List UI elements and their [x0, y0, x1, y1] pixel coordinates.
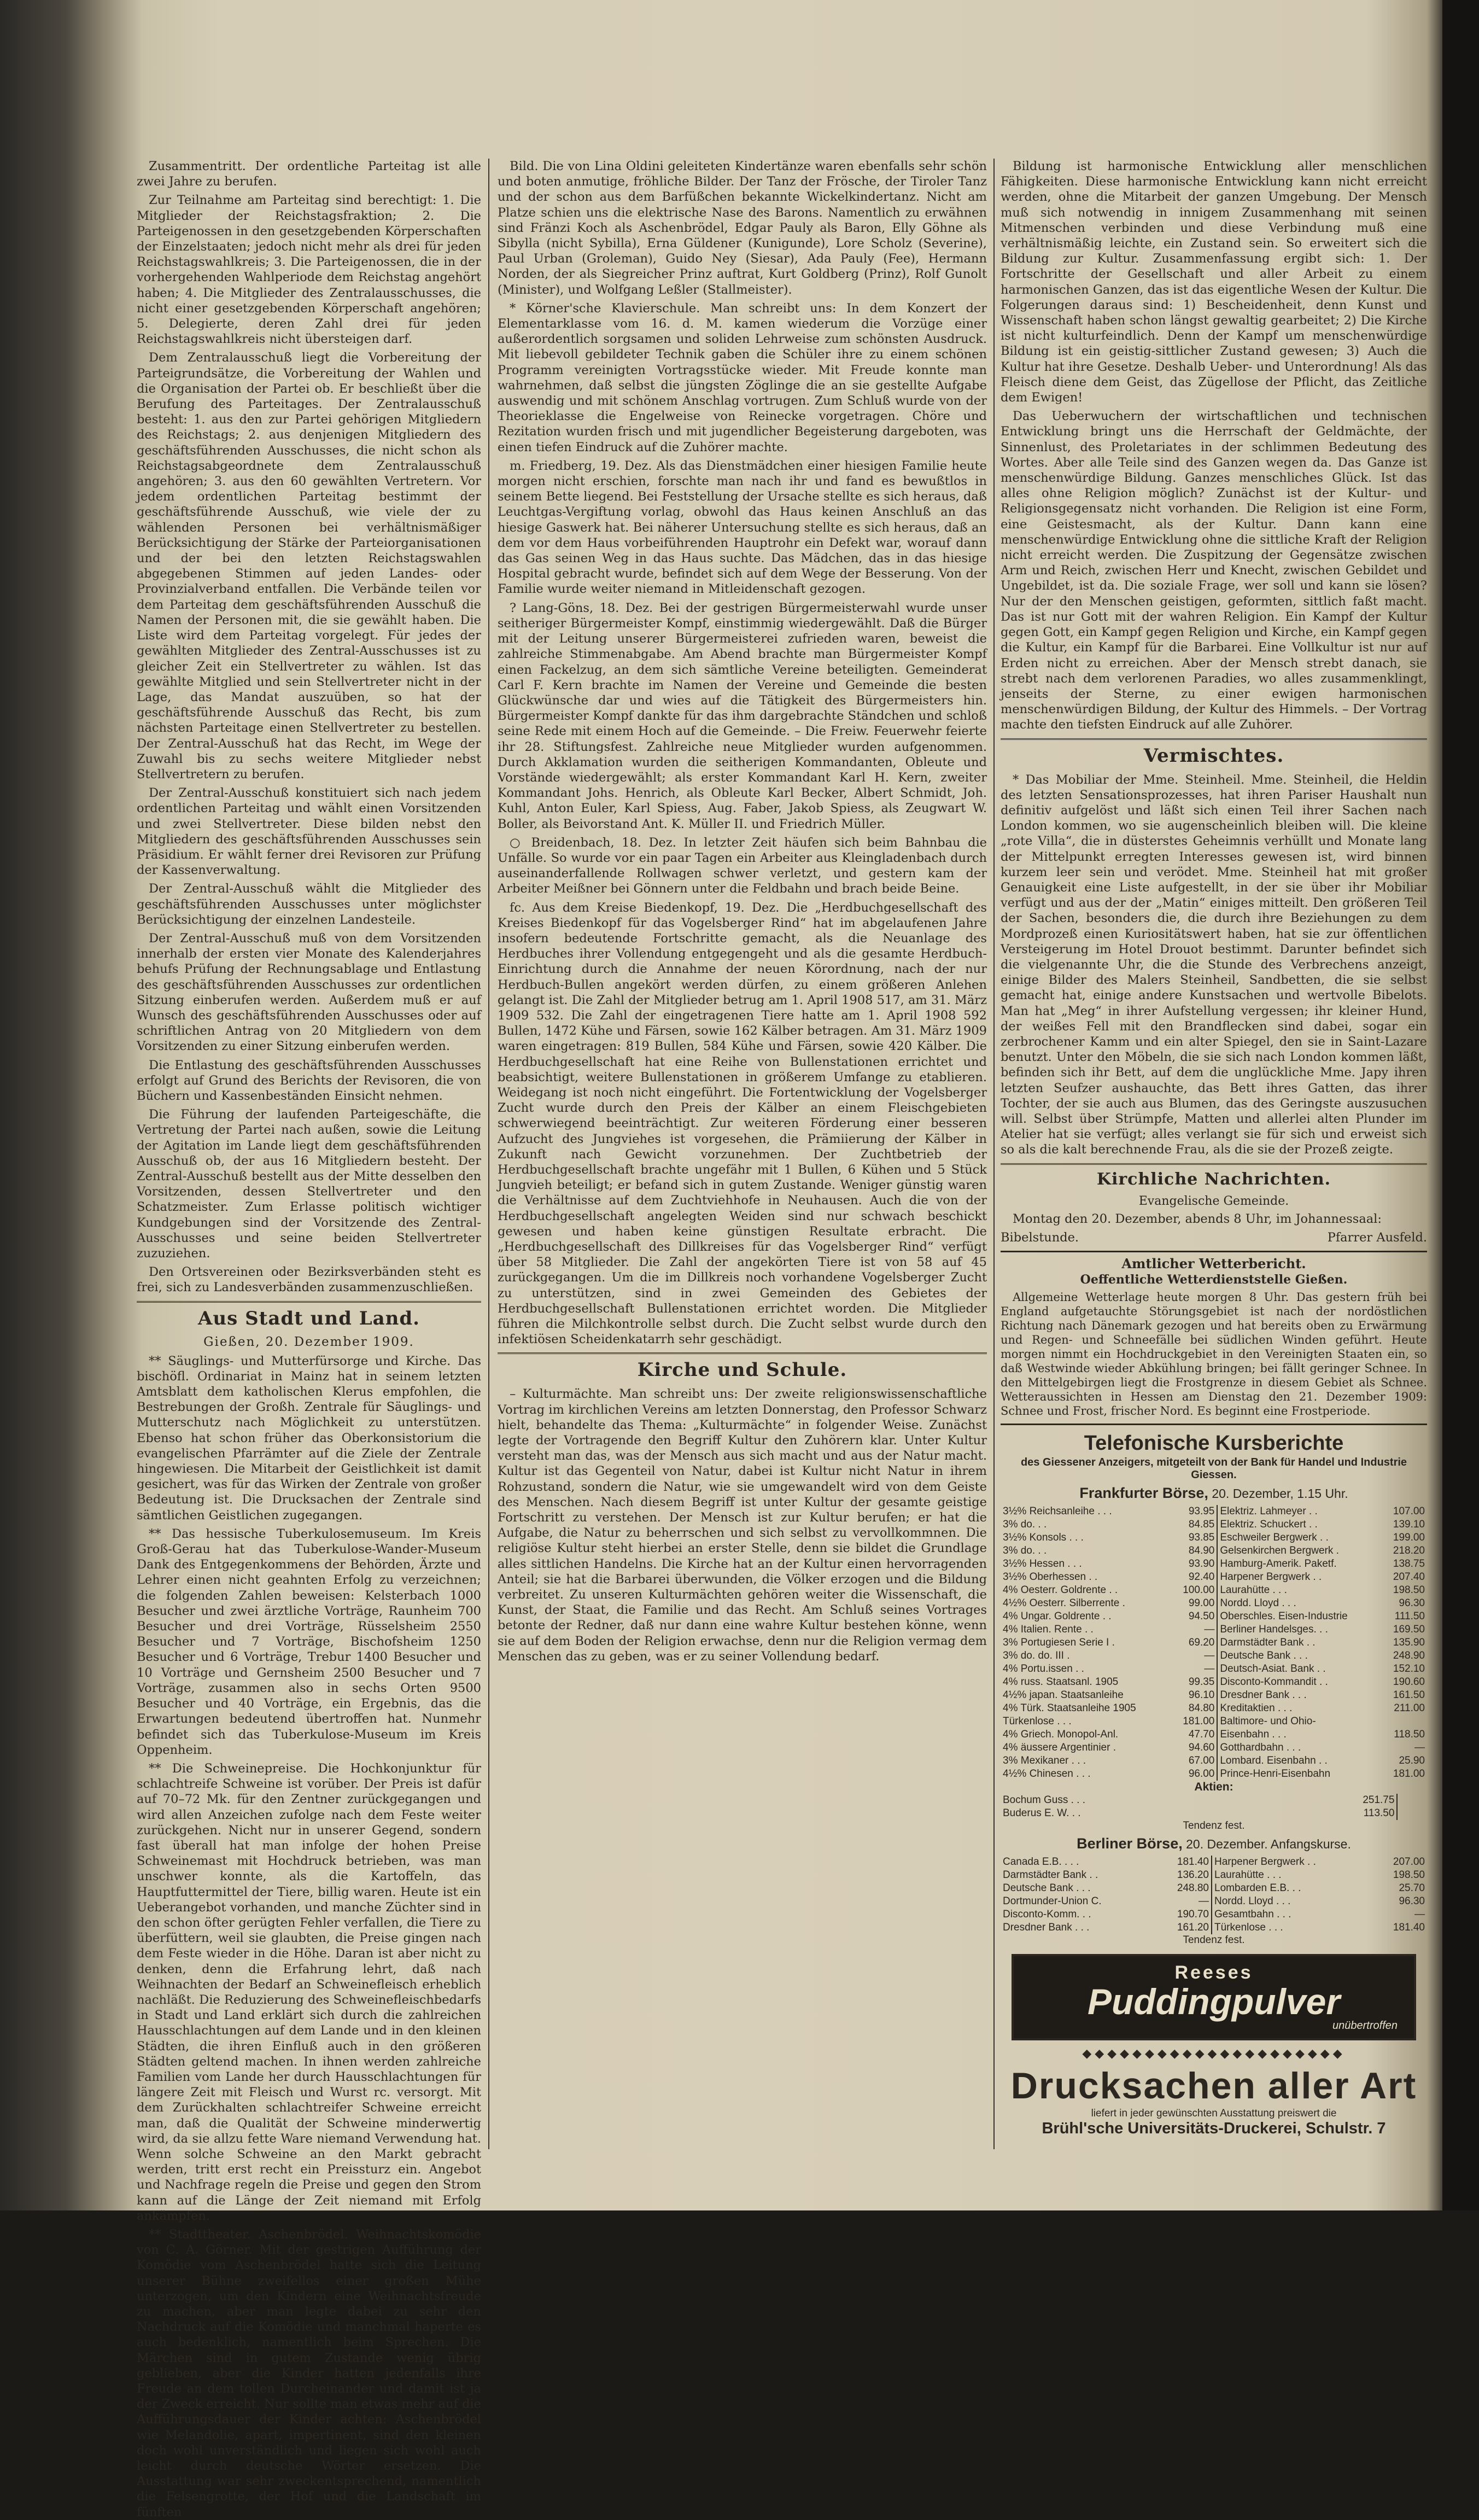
security-price: 211.00: [1394, 1702, 1425, 1714]
kurs-row: [1001, 1610, 1427, 1623]
security-name: Canada E.B. . . .: [1003, 1856, 1079, 1868]
security-price: 96.30: [1399, 1597, 1425, 1609]
security-name: Bochum Guss . . .: [1003, 1794, 1085, 1806]
security-name: 3% Portugiesen Serie I .: [1003, 1637, 1115, 1648]
security-name: Dresdner Bank . . .: [1003, 1922, 1090, 1933]
security-name: 3½% Konsols . . .: [1003, 1532, 1084, 1543]
security-price: 84.85: [1188, 1519, 1215, 1530]
kurs-row: [1001, 1908, 1427, 1921]
kurs-row: [1001, 1558, 1427, 1571]
ad-product: Puddingpulver: [1088, 1981, 1340, 2022]
section-divider: [1001, 1251, 1427, 1252]
security-name: Türkenlose . . .: [1212, 1921, 1372, 1934]
kurs-row: [1001, 1921, 1427, 1934]
section-title-wetterbericht: Amtlicher Wetterbericht.: [1121, 1256, 1306, 1271]
security-price: 138.75: [1393, 1558, 1425, 1570]
security-name: Nordd. Lloyd . . .: [1212, 1895, 1372, 1908]
security-name: Buderus E. W. . .: [1003, 1807, 1081, 1819]
article-paragraph: Der Zentral-Ausschuß konstituiert sich nach jedem ordentlichen Parteitag und wählt einen Vorsitzenden und zwei Stellvertreter. Diese bilden nebst den Mitgliedern des geschäftsführenden Ausschusses sein Präsidium. Er wählt ferner drei Revisoren zur Prüfung der Kassenverwaltung.: [137, 786, 481, 878]
puddingpulver-advertisement: [1012, 1954, 1416, 2040]
security-price: 181.00: [1393, 1768, 1425, 1780]
berlin-name: Berliner Börse,: [1077, 1835, 1183, 1852]
tendenz-berlin: Tendenz fest.: [1183, 1934, 1245, 1946]
security-price: —: [1199, 1895, 1209, 1907]
security-price: 69.20: [1188, 1637, 1215, 1648]
frankfurt-table: [1001, 1505, 1427, 1781]
security-price: 25.70: [1399, 1882, 1425, 1894]
security-price: 161.20: [1177, 1922, 1209, 1933]
security-price: 199.00: [1393, 1532, 1425, 1543]
security-name: 4% russ. Staatsanl. 1905: [1003, 1676, 1119, 1688]
article-paragraph: Der Zentral-Ausschuß wählt die Mitglieder des geschäftsführenden Ausschusses unter möglichster Berücksichtigung der einzelnen Landesteile.: [137, 882, 481, 927]
news-item: – Kulturmächte. Man schreibt uns: Der zweite religionswissenschaftliche Vortrag im kirchlichen Vereins am letzten Donnerstag, den Professor Schwarz hielt, behandelte das Thema: „Kulturmächte“ in folgender Weise. Zunächst legte der Vortragende den Begriff Kultur den Zuhörern klar. Unter Kultur versteht man das, was der Mensch aus sich macht und aus der Natur macht. Kultur ist das Gegenteil von Natur, dabei ist Kultur nicht Natur in ihrem Rohzustand, sondern die Natur, wie sie umgewandelt wird von dem Geiste des Menschen. Nach diesem Begriff ist unter Kultur der gesamte geistige Fortschritt zu verstehen. Der Mensch ist zur Kultur berufen; er hat die Aufgabe, die Natur zu beherrschen und sich selbst zu vervollkommnen. Die religiöse Kultur steht hierbei an erster Stelle, denn sie bildet die Grundlage alles sittlichen Handelns. Die Kirche hat an der Kultur einen hervorragenden Anteil; sie hat die Barbarei überwunden, die Völker erzogen und die Bildung verbreitet. Zu unseren Kulturmächten gehören weiter die Wissenschaft, die Kunst, der Staat, die Familie und das Recht. Am Schluß seines Vortrages betonte der Redner, daß nur dann eine wahre Kultur bestehen könne, wenn sie auf dem Boden der Religion erwachse, denn nur die Religion vermag dem Menschen das zu geben, was er zu seiner Vollendung bedarf.: [498, 1387, 987, 1664]
column-rule: [488, 159, 489, 2149]
ad-brand: Reeses: [1174, 1962, 1253, 1983]
security-name: Deutsche Bank . . .: [1217, 1649, 1382, 1662]
section-divider: [137, 1301, 481, 1304]
security-price: 190.60: [1393, 1676, 1425, 1688]
news-item: fc. Aus dem Kreise Biedenkopf, 19. Dez. Die „Herdbuchgesellschaft des Kreises Biedenkopf für das Vogelsberger Rind“ hat im abgelaufenen Jahre insofern bedeutende Fortschritte gemacht, als die Neuanlage des Herdbuches ihrer Vollendung entgegengeht und als die gesamte Herdbuch-Einrichtung durch die Annahme der neuen Körordnung, nach der nur Herdbuch-Bullen angekört werden dürfen, zu einem größeren Anlehen gelangt ist. Die Zahl der Mitglieder betrug am 1. April 1908 517, am 31. März 1909 532. Die Zahl der eingetragenen Tiere hatte am 1. April 1908 592 Bullen, 1472 Kühe und Färsen, sowie 162 Kälber betragen. Am 31. März 1909 waren eingetragen: 819 Bullen, 584 Kühe und Färsen, sowie 420 Kälber. Die Herdbuchgesellschaft hat eine Reihe von Bullenstationen errichtet und beabsichtigt, weitere Bullenstationen in größerem Umfange zu etablieren. Weidegang ist noch nicht eingeführt. Die Fortentwicklung der Vogelsberger Zucht wurde durch den Preis der Kälber an einem Fleischgebieten schwerwiegend beeinträchtigt. Zur weiteren Förderung einer besseren Aufzucht des Jungviehes ist vorgesehen, die Prämiierung der Kälber in Zukunft nach Gewicht vorzunehmen. Der Zuchtbetrieb der Herdbuchgesellschaft brachte ungefähr mit 1 Bullen, 6 Kühen und 5 Stück Jungvieh beteiligt; er befand sich in gutem Zustande. Weniger günstig waren die Verhältnisse auf dem Zuchtviehhofe in Neuhausen. Auch die von der Herdbuchgesellschaft angelegten Weiden sind nur schwach beschickt gewesen und haben keine günstigen Resultate erbracht. Die „Herdbuchgesellschaft des Dillkreises für das Vogelsberger Rind“ verfügt über 58 Mitglieder. Die Zahl der angekörten Tiere ist von 58 auf 45 zurückgegangen. Um die im Dillkreis noch vorhandene Vogelsberger Zucht zu unterstützen, sind in zwei Gemeinden des Gebietes der Herdbuchgesellschaft Bullenstationen errichtet worden. Die Mitglieder führen die Milchkontrolle selbst durch. Die Zucht selbst wurde durch den infektiösen Scheidenkatarrh sehr geschädigt.: [498, 900, 987, 1347]
security-price: 181.00: [1183, 1716, 1215, 1727]
berlin-time: 20. Dezember. Anfangskurse.: [1186, 1837, 1351, 1851]
security-name: Disconto-Komm. . .: [1003, 1909, 1091, 1920]
diamond-border: ◆◆◆◆◆◆◆◆◆◆◆◆◆◆◆◆◆◆◆◆◆: [1082, 2047, 1346, 2061]
security-price: 136.20: [1177, 1869, 1209, 1881]
kirchl-subtitle: Evangelische Gemeinde.: [1138, 1194, 1289, 1208]
weather-report: Allgemeine Wetterlage heute morgen 8 Uhr. Das gestern früh bei England aufgetauchte Störungsgebiet ist nach der nordöstlichen Richtung nach Dänemark gezogen und hat bereits oben zu Erwärmung und Regen- und Schneefälle bei südlichen Winden geführt. Heute morgen nimmt ein Hochdruckgebiet in den Vereinigten Staaten ein, so daß Westwinde wieder Abkühlung bringen; bei fällt geringer Schnee. In den Mittelgebirgen liegt die Frostgrenze in diesem Gebiet als Schnee. Wetteraussichten in Hessen am Dienstag den 21. Dezember 1909: Schnee und Frost, frischer Nord. Es beginnt eine Frostperiode.: [1001, 1291, 1427, 1418]
security-name: 4½% japan. Staatsanleihe: [1003, 1689, 1124, 1701]
article-paragraph: Zusammentritt. Der ordentliche Parteitag ist alle zwei Jahre zu berufen.: [137, 159, 481, 189]
security-price: 169.50: [1393, 1624, 1425, 1635]
security-name: Berliner Handelsges. . .: [1217, 1623, 1382, 1636]
security-name: Laurahütte . . .: [1212, 1869, 1372, 1882]
security-name: Nordd. Lloyd . . .: [1217, 1597, 1382, 1610]
security-price: 93.95: [1188, 1506, 1215, 1517]
kurs-row: [1001, 1754, 1427, 1768]
security-price: 135.90: [1393, 1637, 1425, 1648]
security-name: Laurahütte . . .: [1217, 1584, 1382, 1597]
security-name: Lombard. Eisenbahn . .: [1217, 1754, 1382, 1768]
security-name: 3½% Hessen . . .: [1003, 1558, 1082, 1570]
kurs-row: [1001, 1768, 1427, 1781]
kurs-row: [1001, 1518, 1427, 1531]
berlin-table: [1001, 1856, 1427, 1934]
security-price: 99.35: [1188, 1676, 1215, 1688]
security-name: 4% äussere Argentinier .: [1003, 1742, 1116, 1753]
security-price: 248.80: [1177, 1882, 1209, 1894]
aktien-label: Aktien:: [1194, 1781, 1234, 1793]
kurs-row: [1001, 1636, 1427, 1649]
adjacent-page-edge: [1442, 0, 1479, 2210]
news-item: ** Die Schweinepreise. Die Hochkonjunktur für schlachtreife Schweine ist vorüber. Der Preis ist dafür auf 70–72 Mk. für den Zentner zurückgegangen und wird allen Anzeichen zufolge nach dem Feste weiter zurückgehen. Nicht nur in unserer Gegend, sondern fast überall hat man infolge der hohen Preise Schweinemast mit Hochdruck betrieben, was man unschwer konnte, als die Kartoffeln, das Hauptfuttermittel der Tiere, billig waren. Heute ist ein Ueberangebot vorhanden, und manche Züchter sind in den schon öfter gerügten Fehler verfallen, die Tiere zu überfüttern, weil sie glaubten, die Preise gingen nach dem Feste wieder in die Höhe. Daran ist aber nicht zu denken, denn die Erfahrung lehrt, daß nach Weihnachten der Bedarf an Schweinefleisch erheblich nachläßt. Die Reduzierung des Schweinefleischbedarfs in Stadt und Land erklärt sich durch die zahlreichen Hausschlachtungen auf dem Lande und in den kleinen Städten, die ihren Einfluß auch in den größeren Städten geltend machen. In ihnen werden zahlreiche Familien vom Lande her durch Hausschlachtungen für längere Zeit mit Fleisch und Wurst rc. versorgt. Mit dem Zurückhalten schlachtreifer Schweine erreicht man, daß die Qualität der Schweine minderwertig wird, da sie allzu fette Ware niemand Verwendung hat. Wenn solche Schweine an den Markt gebracht werden, tritt erst recht ein Preissturz ein. Angebot und Nachfrage regeln die Preise und gegen den Strom kann auf die Länge der Zeit niemand mit Erfolg ankämpfen.: [137, 1761, 481, 2223]
security-name: Baltimore- und Ohio-: [1217, 1715, 1382, 1728]
kurs-row: [1001, 1571, 1427, 1584]
section-divider: [1001, 1424, 1427, 1425]
kurs-row: [1001, 1882, 1427, 1895]
security-name: 3½% Reichsanleihe . . .: [1003, 1506, 1112, 1517]
security-price: 251.75: [1363, 1794, 1395, 1806]
article-paragraph: Die Führung der laufenden Parteigeschäfte, die Vertretung der Partei nach außen, sowie die Leitung der Agitation im Lande liegt dem geschäftsführenden Ausschuß ob, der aus 16 Mitgliedern besteht. Der Zentral-Ausschuß bestellt aus der Mitte desselben den Vorsitzenden, dessen Stellvertreter und den Schatzmeister. Zum Erlasse politisch wichtiger Kundgebungen sind der Vorsitzende des Zentral-Ausschusses und seine beiden Stellvertreter zuzuziehen.: [137, 1107, 481, 1261]
security-name: Gotthardbahn . . .: [1217, 1741, 1382, 1754]
kurs-row: [1001, 1544, 1427, 1558]
kurs-row: [1001, 1505, 1427, 1518]
security-price: 181.40: [1177, 1856, 1209, 1868]
section-title-vermischtes: Vermischtes.: [1143, 744, 1284, 767]
security-name: 4% Griech. Monopol-Anl.: [1003, 1729, 1119, 1740]
security-price: —: [1204, 1663, 1215, 1675]
kurs-row: [1001, 1584, 1427, 1597]
kurs-row: [1001, 1728, 1427, 1741]
kurs-row: [1001, 1531, 1427, 1544]
section-title-kirchliche-nachrichten: Kirchliche Nachrichten.: [1096, 1169, 1331, 1189]
security-name: Deutsche Bank . . .: [1003, 1882, 1091, 1894]
article-paragraph: Das Ueberwuchern der wirtschaftlichen und technischen Entwicklung bringt uns die Herrschaft der Geldmächte, der Sinnenlust, des Proletariates in der schlimmen Bedeutung des Wortes. Aber alle Teile sind des Ganzen wegen da. Das Ganze ist menschenwürdige Bildung. Ganzes menschliches Glück. Ist das alles ohne Religion möglich? Zunächst ist der Kultur- und Religionsgegensatz nicht vorhanden. Die Religion ist eine Form, eine Geistesmacht, als der Kultur. Dann kann eine menschenwürdige Entwicklung ohne die sittliche Kraft der Religion nicht erreicht werden. Die Zuspitzung der Gegensätze zwischen Arm und Reich, zwischen Herr und Knecht, zwischen Gebildet und Ungebildet, ist da. Die soziale Frage, wer soll und kann sie lösen? Nur der den Menschen geistigen, geformten, sittlich faßt macht. Das ist nur Gott mit der wahren Religion. Ein Kampf der Kultur gegen Gott, ein Kampf gegen Religion und Kirche, ein Kampf gegen die Kultur, ein Kampf für die Barbarei. Eine Vollkultur ist nur auf Erden nicht zu erreichen. Aber der Mensch strebt danach, sie strebt nach dem verlorenen Paradies, wo alles zusammenklingt, jenseits der Sterne, zu einer ewigen harmonischen menschenwürdigen Bildung, der Kultur des Himmels. – Der Vortrag machte den tiefsten Eindruck auf alle Zuhörer.: [1001, 409, 1427, 732]
security-name: [1397, 1794, 1413, 1807]
security-price: 96.10: [1188, 1689, 1215, 1701]
security-name: 3% do. . .: [1003, 1519, 1047, 1530]
security-price: —: [1204, 1650, 1215, 1661]
security-price: 161.50: [1393, 1689, 1425, 1701]
article-paragraph: Die Entlastung des geschäftsführenden Ausschusses erfolgt auf Grund des Berichts der Revisoren, die von Büchern und Kassenbeständen Einsicht nehmen.: [137, 1058, 481, 1103]
security-name: Eisenbahn . . .: [1217, 1728, 1382, 1741]
security-price: —: [1414, 1742, 1425, 1753]
news-item: * Das Mobiliar der Mme. Steinheil. Mme. Steinheil, die Heldin des letzten Sensationsprozesses, hat ihren Pariser Haushalt nun definitiv aufgelöst und läßt sich einen Teil ihrer Sachen nach London kommen, wo sie augenscheinlich bleiben will. Die kleine „rote Villa“, die in düsterstes Geheimnis verhüllt und Monate lang der Mittelpunkt erregten Interesses gewesen ist, wird binnen kurzem leer sein und verödet. Mme. Steinheil hat mit großer Genauigkeit eine Liste aufgestellt, in der sie über ihr Mobiliar verfügt und aus der der „Matin“ einiges mitteilt. Den größeren Teil der Sachen, besonders die, die durch ihre Beziehungen zu dem Mordprozeß einen Kuriositätswert haben, hat sie zur öffentlichen Versteigerung im Hotel Drouot bestimmt. Darunter befindet sich die vielgenannte Uhr, die die Stunde des Verbrechens anzeigt, einige Bilder des Malers Steinheil, Sandbetten, die sie selbst gemacht hat, einige andere Kunstsachen und wertvolle Bibelots. Man hat „Meg“ in ihrer Aufstellung vergessen; ihr kleiner Hund, der weißes Fell mit den Brandflecken sind dabei, sogar ein zerbrochener Kamm und ein alter Spiegel, den sie in Saint-Lazare benutzt. Unter den Möbeln, die sie sich nach London kommen läßt, befinden sich ihr Bett, auf dem die unglückliche Mme. Japy ihren letzten Seufzer aushauchte, das Bett ihres Gatten, das ihrer Tochter, der sie auch aus Blumen, das des Geringste auszusuchen will. Selbst über Strümpfe, Matten und allerlei alten Plunder im Atelier hat sie verfügt; alles verlangt sie für sich und erweist sich so als die kalt berechnende Frau, als die sie der Prozeß zeigte.: [1001, 772, 1427, 1157]
security-name: Gesamtbahn . . .: [1212, 1908, 1372, 1921]
security-name: Eschweiler Bergwerk . .: [1217, 1531, 1382, 1544]
kirchl-event: Bibelstunde.: [1001, 1230, 1079, 1245]
security-name: 4% Ungar. Goldrente . .: [1003, 1611, 1112, 1622]
news-item: Bild. Die von Lina Oldini geleiteten Kindertänze waren ebenfalls sehr schön und boten anmutige, fröhliche Bilder. Der Tanz der Frösche, der Tiroler Tanz und der schon aus dem Barfüßchen bekannte Wickelkindertanz. Nicht am Platze schien uns die elektrische Nase des Barons. Namentlich zu erwähnen sind Fränzi Koch als Aschenbrödel, Edgar Pauly als Baron, Elly Göhne als Sibylla (nicht Sybilla), Erna Güldener (Kunigunde), Lore Scholz (Severine), Paul Urban (Groleman), Guido Ney (Siesar), Ada Pauly (Fee), Hermann Norden, der als Siegreicher Prinz auftrat, Kurt Goldberg (Prinz), Rolf Gunolt (Minister), und Wolfgang Leßler (Stallmeister).: [498, 159, 987, 297]
kurs-row: [1001, 1689, 1427, 1702]
article-paragraph: Bildung ist harmonische Entwicklung aller menschlichen Fähigkeiten. Diese harmonische Entwicklung kann nicht erreicht werden, ohne die Mitarbeit der ganzen Umgebung. Der Mensch muß sich notwendig in innigem Zusammenhang mit seinen Mitmenschen verbinden und diese Verbindung muß eine verhältnismäßig leichte, ein Zustand sein. So erweitert sich die Bildung zur Kultur. Zusammenfassung ergibt sich: 1. Der Fortschritte der Gesellschaft und aller Arbeit zu einem harmonischen Ganzen, das ist das eigentliche Wesen der Kultur. Die Folgerungen daraus sind: 1) Bescheidenheit, denn Kunst und Wissenschaft haben schon längst gewaltig gearbeitet; 2) Die Kirche ist nicht kulturfeindlich. Denn der Kampf um menschenwürdige Bildung ist ein geistig-sittlicher Zustand gewesen; 3) Auch die Kultur hat ihre Gesetze. Deshalb Ueber- und Unterordnung! Als das Fleisch diene dem Geist, das Zügellose der Pflicht, das Zeitliche dem Ewigen!: [1001, 159, 1427, 405]
kurs-row: [1001, 1741, 1427, 1754]
security-name: Türkenlose . . .: [1003, 1716, 1072, 1727]
news-item: ** Stadttheater. Aschenbrödel. Weihnachtskomödie von C. A. Görner. Mit der gestrigen Aufführung der Komödie vom Aschenbrödel hatte sich die Leitung unserer Bühne zweifellos einer großen Mühe unterzogen, um den Kindern eine Weihnachtsfreude zu machen, aber man legte dabei zu sehr den Nachdruck auf die Komödie und manchmal haperte es auch bedenklich, namentlich beim Sprechen. Die Märchen sind in gutem Zustande wenig übrig geblieben, aber die Kinder hatten jedenfalls ihre Freude an dem tollen Durcheinander und damit ist ja der Zweck erreicht. Nur sollte man etwas mehr auf die Aufführungsdauer der Kinder achten: Aschenbrödel wie Melandolie, apart, impertinent, sind den kleinen doch wohl unverständlich und liegen sich wohl auch leicht durch deutsche Wörter ersetzen. Die Ausstattung war sehr zweckentsprechend, namentlich die Felsengrotte, der Hof und die Landschaft im fünften: [137, 2227, 481, 2519]
security-name: Harpener Bergwerk . .: [1217, 1571, 1382, 1584]
security-price: 113.50: [1363, 1807, 1395, 1819]
security-price: 100.00: [1183, 1584, 1215, 1596]
security-price: 248.90: [1393, 1650, 1425, 1661]
news-item: m. Friedberg, 19. Dez. Als das Dienstmädchen einer hiesigen Familie heute morgen nicht erschien, forschte man nach ihr und fand es bewußtlos in seinem Bette liegend. Bei Feststellung der Ursache stellte es sich heraus, daß Leuchtgas-Vergiftung vorlag, obwohl das Haus keinen Anschluß an das hiesige Gaswerk hat. Bei näherer Untersuchung stellte es sich heraus, daß an dem vor dem Haus vorbeiführenden Hauptrohr ein Defekt war, worauf dann das Gas seinen Weg in das Haus suchte. Das Mädchen, das in das hiesige Hospital gebracht wurde, befindet sich auf dem Wege der Besserung. Von der Familie wurde weiter niemand in Mitleidenschaft gezogen.: [498, 458, 987, 597]
article-paragraph: Zur Teilnahme am Parteitag sind berechtigt: 1. Die Mitglieder der Reichstagsfraktion; 2. Die Parteigenossen in den gesetzgebenden Körperschaften der Einzelstaaten; jedoch nicht mehr als drei für jeden Reichstagswahlkreis; 3. Die Parteigenossen, die in der vorhergehenden Wahlperiode dem Reichstag angehört haben; 4. Die Mitglieder des Zentralausschusses, die nicht einer gesetzgebenden Körperschaft angehören; 5. Delegierte, deren Zahl drei für jeden Reichstagswahlkreis nicht übersteigen darf.: [137, 193, 481, 347]
frankfurt-time: 20. Dezember, 1.15 Uhr.: [1212, 1486, 1348, 1501]
security-price: 99.00: [1188, 1597, 1215, 1609]
section-divider: [498, 1352, 987, 1356]
news-item: ? Lang-Göns, 18. Dez. Bei der gestrigen Bürgermeisterwahl wurde unser seitheriger Bürgermeister Kompf, einstimmig wiedergewählt. Daß die Bürger mit der Leitung unserer Bürgermeisterei zufrieden waren, beweist die zahlreiche Stimmenabgabe. Am Abend brachte man Bürgermeister Kompf einen Fackelzug, an dem sich sämtliche Vereine beteiligten. Gemeinderat Carl F. Kern brachte im Namen der Vereine und Gemeinde die besten Glückwünsche dar und wies auf die Tätigkeit des Bürgermeisters hin. Bürgermeister Kompf dankte für das ihm dargebrachte Ständchen und schloß seine Rede mit einem Hoch auf die Gemeinde. – Die Freiw. Feuerwehr feierte ihr 28. Stiftungsfest. Zahlreiche neue Mitglieder wurden aufgenommen. Durch Akklamation wurden die seitherigen Kommandanten, Obleute und Vorstände wiedergewählt; als erster Kommandant Karl H. Kern, zweiter Kommandant Johs. Henrich, als Obleute Karl Becker, Albert Schmidt, Joh. Kuhl, Anton Euler, Karl Spiess, Aug. Faber, Jakob Spiess, als Zeugwart W. Boller, als Beivorstand Ant. K. Müller II. und Friedrich Müller.: [498, 600, 987, 831]
security-name: Dresdner Bank . . .: [1217, 1689, 1382, 1702]
security-price: 190.70: [1177, 1909, 1209, 1920]
security-name: 3% do. do. III .: [1003, 1650, 1070, 1661]
security-price: 96.00: [1188, 1768, 1215, 1780]
security-name: Elektriz. Schuckert . .: [1217, 1518, 1382, 1531]
kurs-row: [1001, 1702, 1427, 1715]
security-price: —: [1414, 1909, 1425, 1920]
kirchl-pastor: Pfarrer Ausfeld.: [1327, 1230, 1427, 1245]
security-name: Kreditaktien . . .: [1217, 1702, 1382, 1715]
security-name: Disconto-Kommandit . .: [1217, 1676, 1382, 1689]
news-item: ○ Breidenbach, 18. Dez. In letzter Zeit häufen sich beim Bahnbau die Unfälle. So wurde vor ein paar Tagen ein Arbeiter aus Kleingladenbach durch auseinanderfallende Rollwagen schwer verletzt, und gestern kam der Arbeiter Meißner bei Gönnern unter die Feldbahn und brach beide Beine.: [498, 835, 987, 896]
drucksachen-ad-subtitle: liefert in jeder gewünschten Ausstattung preiswert die: [1091, 2108, 1337, 2119]
kurs-row: [1001, 1869, 1427, 1882]
security-price: 152.10: [1393, 1663, 1425, 1675]
security-name: [1397, 1807, 1413, 1820]
security-price: 47.70: [1188, 1729, 1215, 1740]
article-paragraph: Der Zentral-Ausschuß muß von dem Vorsitzenden innerhalb der ersten vier Monate des Kalenderjahres behufs Prüfung der Rechnungsablage und Entlastung des geschäftsführenden Ausschusses zur ordentlichen Sitzung einberufen werden. Außerdem muß er auf Wunsch des geschäftsführenden Ausschusses oder auf schriftlichen Antrag von 20 Mitgliedern von dem Vorsitzenden zu einer Sitzung einberufen werden.: [137, 931, 481, 1054]
security-name: Prince-Henri-Eisenbahn: [1217, 1768, 1382, 1781]
column-2: [498, 159, 987, 2182]
drucksachen-ad-title: Drucksachen aller Art: [1010, 2065, 1417, 2107]
security-price: 139.10: [1393, 1519, 1425, 1530]
security-price: 198.50: [1393, 1584, 1425, 1596]
security-price: [1413, 1807, 1427, 1820]
section-title-stadt-und-land: Aus Stadt und Land.: [198, 1307, 420, 1329]
security-price: 107.00: [1393, 1506, 1425, 1517]
security-name: Oberschles. Eisen-Industrie: [1217, 1610, 1382, 1623]
security-name: Darmstädter Bank . .: [1003, 1869, 1098, 1881]
column-3: [1001, 159, 1427, 2182]
berlin-header: [1001, 1835, 1427, 1852]
security-name: 3% do. . .: [1003, 1545, 1047, 1556]
frankfurt-name: Frankfurter Börse,: [1079, 1485, 1208, 1501]
drucksachen-ad-printer: Brühl'sche Universitäts-Druckerei, Schulstr. 7: [1042, 2120, 1386, 2137]
kurs-row: [1001, 1895, 1427, 1908]
security-price: 93.90: [1188, 1558, 1215, 1570]
section-title-kirche-und-schule: Kirche und Schule.: [637, 1359, 847, 1381]
security-price: [1413, 1794, 1427, 1807]
security-price: —: [1204, 1624, 1215, 1635]
security-price: 94.60: [1188, 1742, 1215, 1753]
kurs-row: [1001, 1662, 1427, 1676]
security-name: 3½% Oberhessen . .: [1003, 1571, 1098, 1583]
section-divider: [1001, 1163, 1427, 1166]
security-price: 92.40: [1188, 1571, 1215, 1583]
security-name: Hamburg-Amerik. Paketf.: [1217, 1558, 1382, 1571]
security-name: 4% Italien. Rente . .: [1003, 1624, 1094, 1635]
ad-tagline: unübertroffen: [1332, 2020, 1398, 2032]
column-rule: [993, 159, 995, 2149]
article-paragraph: Dem Zentralausschuß liegt die Vorbereitung der Parteigrundsätze, die Vorbereitung der Wahlen und die Organisation der Partei ob. Er beschließt über die Berufung des Parteitages. Der Zentralausschuß besteht: 1. aus den zur Partei gehörigen Mitgliedern des Reichstags; 2. aus denjenigen Mitgliedern des geschäftsführenden Ausschusses, die nicht schon als Reichstagsabgeordnete dem Zentralausschuß angehören; 3. aus den 60 gewählten Vertretern. Vor jedem ordentlichen Parteitag bestimmt der geschäftsführende Ausschuß, wie viele der zu wählenden Personen bei verhältnismäßiger Berücksichtigung der Stärke der Parteiorganisationen und der bei den letzten Reichstagswahlen abgegebenen Stimmen auf jeden Landes- oder Provinzialverband entfallen. Die Verbände teilen vor dem Parteitag dem geschäftsführenden Ausschuß die Namen der Personen mit, die sie gewählt haben. Die Liste wird dem Parteitag vorgelegt. Für jedes der gewählten Mitglieder des Zentral-Ausschusses ist zu gleicher Zeit ein Stellvertreter zu wählen. Ist das gewählte Mitglied und sein Stellvertreter nicht in der Lage, das Mandat auszuüben, so hat der geschäftsführende Ausschuß das Recht, bis zum nächsten Parteitage einen Stellvertreter zu bestellen. Der Zentral-Ausschuß hat das Recht, im Wege der Zuwahl bis zu sechs weitere Mitglieder nebst Stellvertretern zu berufen.: [137, 351, 481, 781]
security-name: Lombarden E.B. . .: [1212, 1882, 1372, 1895]
security-name: 4% Portu.issen . .: [1003, 1663, 1084, 1675]
security-price: 111.50: [1394, 1611, 1425, 1622]
article-paragraph: Den Ortsvereinen oder Bezirksverbänden steht es frei, sich zu Landesverbänden zusammenzuschließen.: [137, 1265, 481, 1295]
frankfurt-header: [1001, 1485, 1427, 1502]
security-name: Dortmunder-Union C.: [1003, 1895, 1102, 1907]
wetter-subtitle: Oeffentliche Wetterdienststelle Gießen.: [1080, 1273, 1348, 1287]
security-price: 218.20: [1393, 1545, 1425, 1556]
security-price: 67.00: [1188, 1755, 1215, 1766]
kurs-row: [1001, 1715, 1427, 1728]
kurs-row: [1001, 1676, 1427, 1689]
kurs-title: Telefonische Kursberichte: [1084, 1432, 1344, 1455]
kurs-row: [1001, 1597, 1427, 1610]
dateline: Gießen, 20. Dezember 1909.: [203, 1334, 414, 1349]
security-price: 198.50: [1393, 1869, 1425, 1881]
section-divider: [1001, 738, 1427, 742]
news-item: * Körner'sche Klavierschule. Man schreibt uns: In dem Konzert der Elementarklasse vom 16. d. M. kamen wiederum die Vorzüge einer außerordentlich sorgsamen und soliden Lehrweise zum schönsten Ausdruck. Mit liebevoll gebildeter Technik gaben die Schüler ihre zu einem schönen Programm vereinigten Vortragsstücke wieder. Mit Freude konnte man wahrnehmen, daß selbst die jüngsten Zöglinge die an sie gestellte Aufgabe auswendig und mit schönem Anschlag vortrugen. Zum Schluß wurde von der Theorieklasse die Engelweise von Reinecke vorgetragen. Chöre und Rezitation wurden frisch und mit jugendlicher Begeisterung dargeboten, was einen tiefen Eindruck auf die Zuhörer machte.: [498, 301, 987, 454]
security-price: 84.80: [1188, 1702, 1215, 1714]
security-price: 25.90: [1399, 1755, 1425, 1766]
security-price: 94.50: [1188, 1611, 1215, 1622]
kurs-row: [1001, 1794, 1427, 1807]
security-name: 4% Türk. Staatsanleihe 1905: [1003, 1702, 1136, 1714]
news-item: ** Säuglings- und Mutterfürsorge und Kirche. Das bischöfl. Ordinariat in Mainz hat in seinem letzten Amtsblatt dem katholischen Klerus empfohlen, die Bestrebungen der Großh. Zentrale für Säuglings- und Mutterschutz nach Möglichkeit zu unterstützen. Ebenso hat schon früher das Oberkonsistorium die evangelischen Pfarrämter auf die Ziele der Zentrale hingewiesen. Die Mitarbeit der Geistlichkeit ist damit gesichert, was für das Wirken der Zentrale von großer Bedeutung ist. Die Drucksachen der Zentrale sind sämtlichen Geistlichen zugegangen.: [137, 1354, 481, 1522]
security-price: [1382, 1715, 1427, 1728]
security-name: Darmstädter Bank . .: [1217, 1636, 1382, 1649]
security-name: Harpener Bergwerk . .: [1212, 1856, 1372, 1869]
security-price: 84.90: [1188, 1545, 1215, 1556]
security-name: 3% Mexikaner . . .: [1003, 1755, 1086, 1766]
security-name: Gelsenkirchen Bergwerk .: [1217, 1544, 1382, 1558]
security-name: 4% Oesterr. Goldrente . .: [1003, 1584, 1118, 1596]
security-price: 181.40: [1393, 1922, 1425, 1933]
tendenz-frankfurt: Tendenz fest.: [1183, 1820, 1245, 1831]
kurs-row: [1001, 1856, 1427, 1869]
security-name: Deutsch-Asiat. Bank . .: [1217, 1662, 1382, 1676]
security-price: 207.00: [1393, 1856, 1425, 1868]
security-name: 4½% Chinesen . . .: [1003, 1768, 1091, 1780]
kurs-row: [1001, 1649, 1427, 1662]
kurs-subtitle: des Giessener Anzeigers, mitgeteilt von der Bank für Handel und Industrie Giessen.: [1020, 1456, 1407, 1481]
kirchl-line: [1001, 1230, 1427, 1245]
security-price: 96.30: [1399, 1895, 1425, 1907]
kirchl-line: Montag den 20. Dezember, abends 8 Uhr, im Johannessaal:: [1013, 1211, 1382, 1226]
aktien-table: [1001, 1794, 1427, 1820]
security-name: 4½% Oesterr. Silberrente .: [1003, 1597, 1125, 1609]
security-name: Elektriz. Lahmeyer . .: [1217, 1505, 1382, 1518]
news-item: ** Das hessische Tuberkulosemuseum. Im Kreis Groß-Gerau hat das Tuberkulose-Wander-Museum Dank des Entgegenkommens der Behörden, Ärzte und Lehrer einen nicht geahnten Erfolg zu verzeichnen; die folgenden Zahlen beweisen: Kelsterbach 1000 Besucher und zwei ärztliche Vorträge, Raunheim 700 Besucher und drei Vorträge, Rüsselsheim 2550 Besucher und 7 Vorträge, Bischofsheim 1250 Besucher und 6 Vorträge, Trebur 1400 Besucher und 10 Vorträge und Gernsheim 2500 Besucher und 7 Vorträge, zusammen also in sechs Orten 9500 Besucher und 40 Vorträge, ein Ergebnis, das die Erwartungen bedeutend übertroffen hat. Nunmehr befindet sich das Tuberkulose-Museum im Kreis Oppenheim.: [137, 1526, 481, 1757]
kurs-row: [1001, 1807, 1427, 1820]
security-price: 118.50: [1394, 1729, 1425, 1740]
security-price: 93.85: [1188, 1532, 1215, 1543]
security-price: 207.40: [1393, 1571, 1425, 1583]
column-1: [137, 159, 481, 2519]
newspaper-page: [137, 109, 1438, 2519]
kurs-row: [1001, 1623, 1427, 1636]
